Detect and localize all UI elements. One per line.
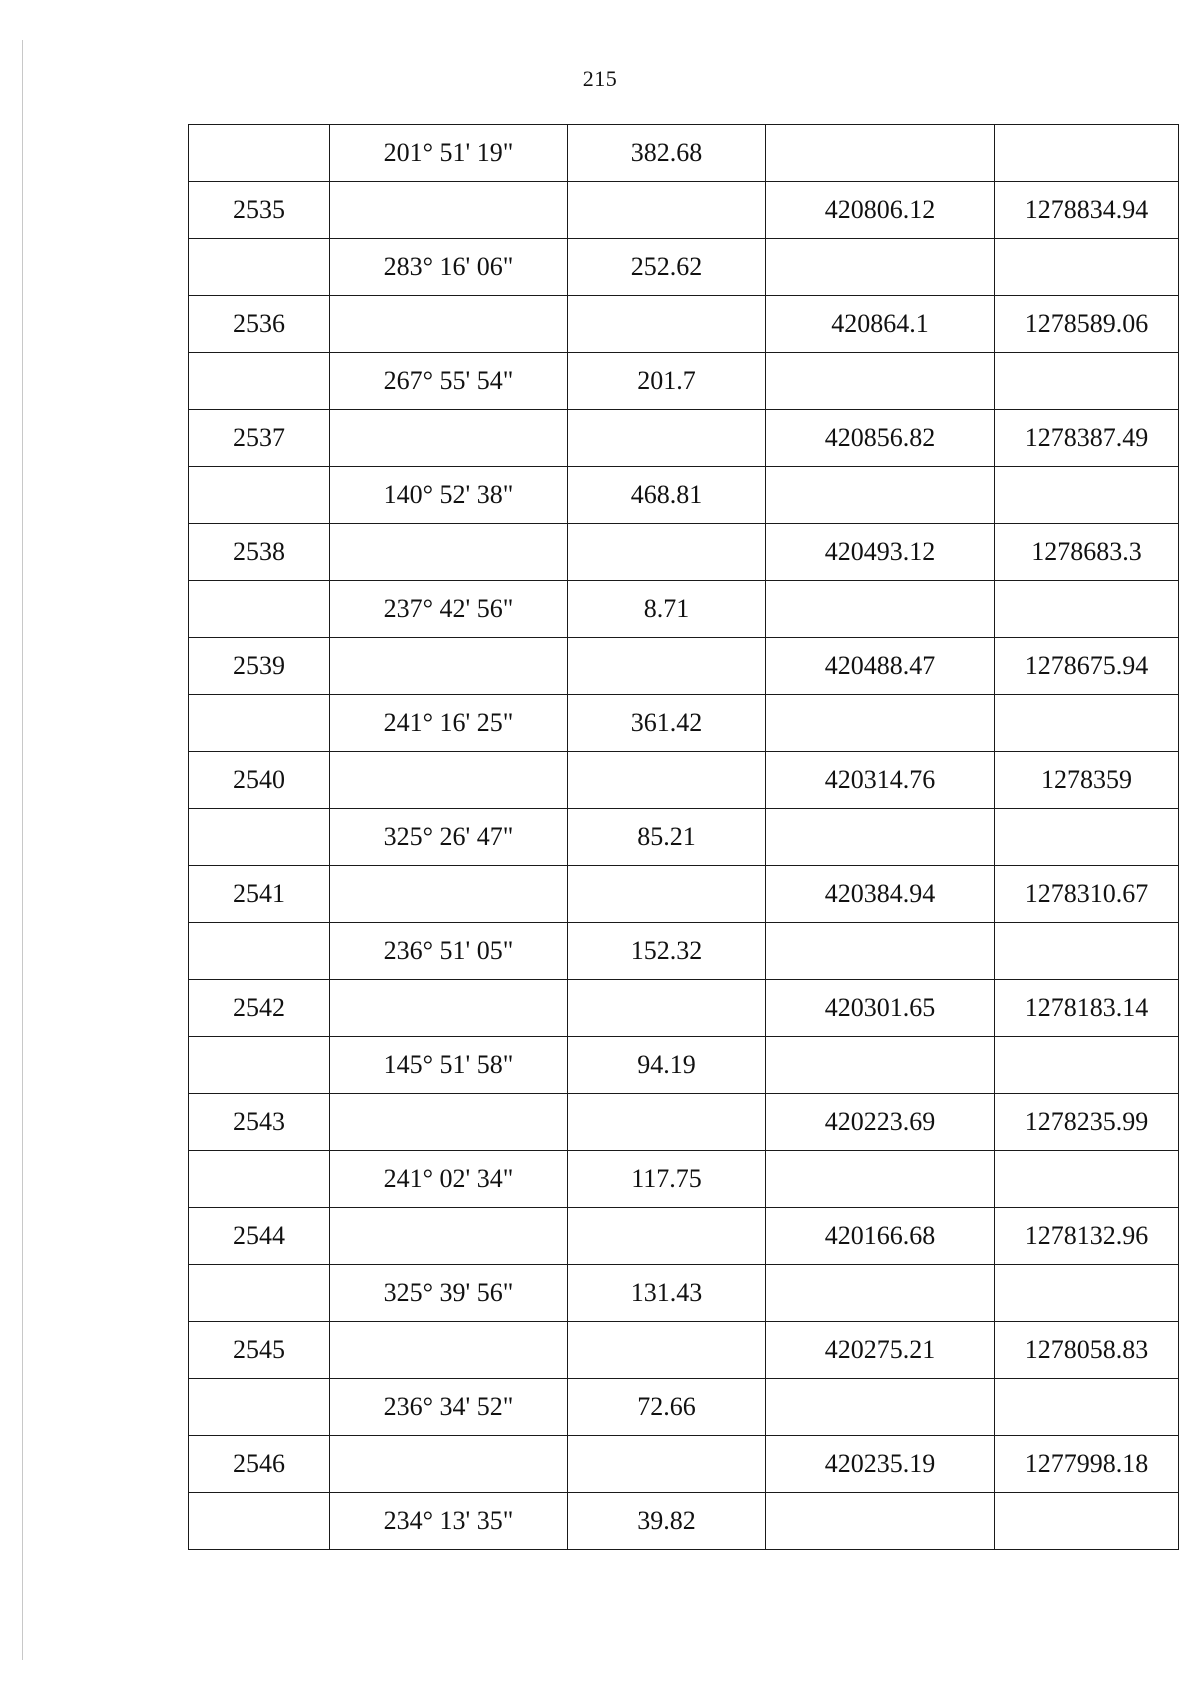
northing-cell: 420301.65 <box>766 980 995 1037</box>
bearing-cell: 283° 16' 06" <box>330 239 568 296</box>
point-cell: 2537 <box>189 410 330 467</box>
table-row <box>189 296 1179 353</box>
distance-cell <box>568 182 766 239</box>
easting-cell <box>995 695 1179 752</box>
distance-cell <box>568 524 766 581</box>
easting-cell: 1278834.94 <box>995 182 1179 239</box>
easting-cell <box>995 239 1179 296</box>
northing-cell: 420223.69 <box>766 1094 995 1151</box>
northing-cell: 420235.19 <box>766 1436 995 1493</box>
point-cell: 2545 <box>189 1322 330 1379</box>
point-cell <box>189 1037 330 1094</box>
point-cell: 2535 <box>189 182 330 239</box>
northing-cell <box>766 1265 995 1322</box>
northing-cell <box>766 353 995 410</box>
easting-cell: 1278589.06 <box>995 296 1179 353</box>
point-cell <box>189 1265 330 1322</box>
table-body <box>189 125 1179 1550</box>
point-cell <box>189 1151 330 1208</box>
table-row <box>189 695 1179 752</box>
point-cell: 2542 <box>189 980 330 1037</box>
bearing-cell <box>330 638 568 695</box>
northing-cell <box>766 809 995 866</box>
distance-cell <box>568 1094 766 1151</box>
bearing-cell: 267° 55' 54" <box>330 353 568 410</box>
table-row <box>189 1151 1179 1208</box>
bearing-cell: 145° 51' 58" <box>330 1037 568 1094</box>
table-row <box>189 524 1179 581</box>
easting-cell <box>995 581 1179 638</box>
point-cell <box>189 809 330 866</box>
point-cell: 2543 <box>189 1094 330 1151</box>
distance-cell: 468.81 <box>568 467 766 524</box>
northing-cell <box>766 125 995 182</box>
distance-cell <box>568 296 766 353</box>
easting-cell: 1278058.83 <box>995 1322 1179 1379</box>
northing-cell: 420493.12 <box>766 524 995 581</box>
distance-cell: 152.32 <box>568 923 766 980</box>
bearing-cell <box>330 1094 568 1151</box>
point-cell: 2540 <box>189 752 330 809</box>
easting-cell: 1278235.99 <box>995 1094 1179 1151</box>
bearing-cell <box>330 866 568 923</box>
bearing-cell: 236° 51' 05" <box>330 923 568 980</box>
northing-cell: 420856.82 <box>766 410 995 467</box>
distance-cell: 201.7 <box>568 353 766 410</box>
distance-cell: 361.42 <box>568 695 766 752</box>
bearing-cell <box>330 1322 568 1379</box>
table-row <box>189 1436 1179 1493</box>
northing-cell <box>766 1151 995 1208</box>
bearing-cell: 237° 42' 56" <box>330 581 568 638</box>
distance-cell: 85.21 <box>568 809 766 866</box>
table-row <box>189 923 1179 980</box>
distance-cell <box>568 638 766 695</box>
distance-cell <box>568 410 766 467</box>
easting-cell <box>995 809 1179 866</box>
point-cell <box>189 353 330 410</box>
northing-cell <box>766 695 995 752</box>
bearing-cell: 201° 51' 19" <box>330 125 568 182</box>
table-row <box>189 1037 1179 1094</box>
northing-cell: 420384.94 <box>766 866 995 923</box>
scan-edge-line <box>22 40 23 1660</box>
northing-cell: 420806.12 <box>766 182 995 239</box>
northing-cell: 420314.76 <box>766 752 995 809</box>
northing-cell <box>766 1037 995 1094</box>
northing-cell: 420166.68 <box>766 1208 995 1265</box>
distance-cell <box>568 866 766 923</box>
bearing-cell <box>330 1436 568 1493</box>
easting-cell: 1277998.18 <box>995 1436 1179 1493</box>
point-cell <box>189 1379 330 1436</box>
table-row <box>189 1379 1179 1436</box>
distance-cell <box>568 1208 766 1265</box>
table-row <box>189 239 1179 296</box>
bearing-cell: 140° 52' 38" <box>330 467 568 524</box>
distance-cell <box>568 752 766 809</box>
easting-cell: 1278132.96 <box>995 1208 1179 1265</box>
table-row <box>189 1265 1179 1322</box>
bearing-cell: 234° 13' 35" <box>330 1493 568 1550</box>
table-row <box>189 809 1179 866</box>
point-cell: 2536 <box>189 296 330 353</box>
northing-cell <box>766 467 995 524</box>
easting-cell <box>995 353 1179 410</box>
point-cell: 2539 <box>189 638 330 695</box>
table-row <box>189 1322 1179 1379</box>
easting-cell: 1278387.49 <box>995 410 1179 467</box>
northing-cell <box>766 1493 995 1550</box>
point-cell: 2546 <box>189 1436 330 1493</box>
distance-cell: 252.62 <box>568 239 766 296</box>
page-number: 215 <box>582 66 618 91</box>
distance-cell: 94.19 <box>568 1037 766 1094</box>
distance-cell: 117.75 <box>568 1151 766 1208</box>
table-row <box>189 581 1179 638</box>
distance-cell: 39.82 <box>568 1493 766 1550</box>
table-row <box>189 353 1179 410</box>
easting-cell: 1278675.94 <box>995 638 1179 695</box>
bearing-cell <box>330 410 568 467</box>
bearing-cell: 241° 02' 34" <box>330 1151 568 1208</box>
easting-cell <box>995 467 1179 524</box>
easting-cell <box>995 125 1179 182</box>
table-row <box>189 467 1179 524</box>
distance-cell: 382.68 <box>568 125 766 182</box>
table-row <box>189 980 1179 1037</box>
bearing-cell <box>330 980 568 1037</box>
northing-cell <box>766 581 995 638</box>
bearing-cell: 236° 34' 52" <box>330 1379 568 1436</box>
table-row <box>189 182 1179 239</box>
bearing-cell: 241° 16' 25" <box>330 695 568 752</box>
point-cell: 2544 <box>189 1208 330 1265</box>
point-cell <box>189 125 330 182</box>
distance-cell: 131.43 <box>568 1265 766 1322</box>
distance-cell <box>568 980 766 1037</box>
point-cell: 2541 <box>189 866 330 923</box>
point-cell: 2538 <box>189 524 330 581</box>
table-row <box>189 1094 1179 1151</box>
distance-cell: 8.71 <box>568 581 766 638</box>
table-row <box>189 125 1179 182</box>
northing-cell <box>766 239 995 296</box>
survey-coordinates-table <box>188 124 1179 1550</box>
easting-cell <box>995 1151 1179 1208</box>
point-cell <box>189 581 330 638</box>
northing-cell <box>766 1379 995 1436</box>
point-cell <box>189 923 330 980</box>
point-cell <box>189 1493 330 1550</box>
distance-cell: 72.66 <box>568 1379 766 1436</box>
bearing-cell <box>330 524 568 581</box>
distance-cell <box>568 1322 766 1379</box>
easting-cell <box>995 923 1179 980</box>
point-cell <box>189 239 330 296</box>
northing-cell <box>766 923 995 980</box>
easting-cell: 1278683.3 <box>995 524 1179 581</box>
northing-cell: 420275.21 <box>766 1322 995 1379</box>
table-row <box>189 638 1179 695</box>
bearing-cell <box>330 1208 568 1265</box>
easting-cell: 1278183.14 <box>995 980 1179 1037</box>
table-row <box>189 1208 1179 1265</box>
northing-cell: 420864.1 <box>766 296 995 353</box>
easting-cell <box>995 1265 1179 1322</box>
easting-cell: 1278359 <box>995 752 1179 809</box>
bearing-cell: 325° 26' 47" <box>330 809 568 866</box>
easting-cell <box>995 1037 1179 1094</box>
bearing-cell <box>330 182 568 239</box>
point-cell <box>189 695 330 752</box>
bearing-cell <box>330 296 568 353</box>
easting-cell <box>995 1379 1179 1436</box>
table-row <box>189 866 1179 923</box>
bearing-cell: 325° 39' 56" <box>330 1265 568 1322</box>
table-row <box>189 1493 1179 1550</box>
northing-cell: 420488.47 <box>766 638 995 695</box>
table-row <box>189 410 1179 467</box>
distance-cell <box>568 1436 766 1493</box>
easting-cell <box>995 1493 1179 1550</box>
table-row <box>189 752 1179 809</box>
easting-cell: 1278310.67 <box>995 866 1179 923</box>
bearing-cell <box>330 752 568 809</box>
point-cell <box>189 467 330 524</box>
